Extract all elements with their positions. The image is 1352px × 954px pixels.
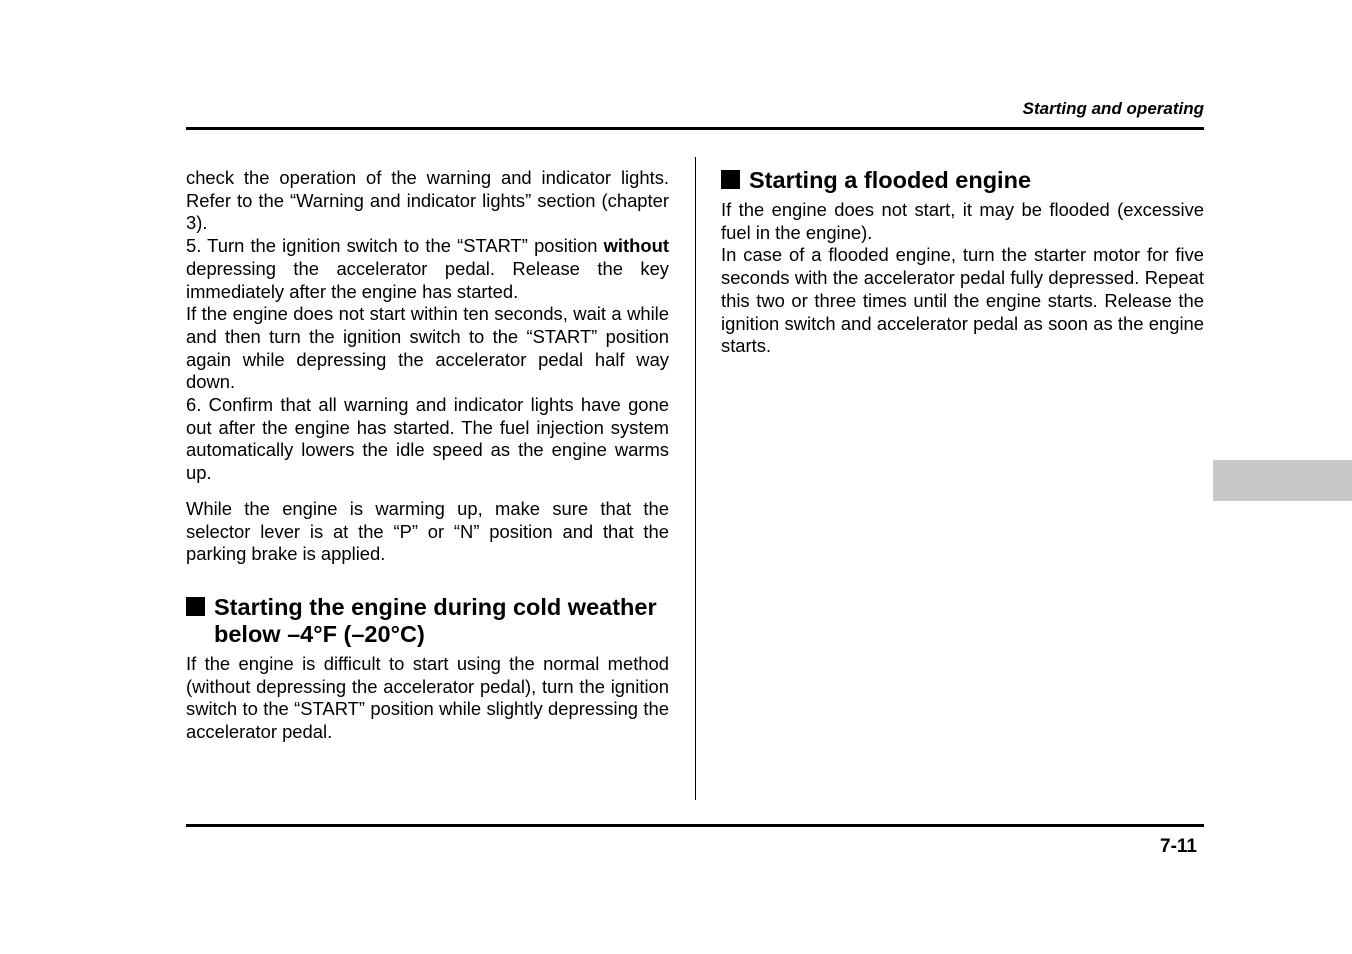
step-5-text-start: 5. Turn the ignition switch to the “START” position xyxy=(186,235,604,257)
cold-weather-heading xyxy=(186,594,669,648)
flooded-engine-heading-text: Starting a flooded engine xyxy=(749,167,1032,193)
paragraph-warning-lights: check the operation of the warning and indicator lights. Refer to the “Warning and indicator lights” section (chapter 3). xyxy=(186,167,669,234)
flooded-engine-heading xyxy=(721,167,1204,194)
paragraph-step-6: 6. Confirm that all warning and indicator lights have gone out after the engine has started. The fuel injection system automatically lowers the idle speed as the engine warms up. xyxy=(186,394,669,484)
chapter-thumb-tab xyxy=(1213,460,1352,501)
flooded-engine-intro: If the engine does not start, it may be flooded (excessive fuel in the engine). xyxy=(721,199,1204,243)
column-divider xyxy=(695,157,696,800)
section-square-icon xyxy=(721,170,740,189)
flooded-engine-procedure: In case of a flooded engine, turn the starter motor for five seconds with the accelerator pedal fully depressed. Repeat this two or three times until the engine starts. Release the ignition switch and accelerator pedal as soon as the engine starts. xyxy=(721,244,1204,357)
step-5-text-end: depressing the accelerator pedal. Release the key immediately after the engine has started. xyxy=(186,257,669,302)
left-column xyxy=(186,167,669,744)
paragraph-step-5 xyxy=(186,235,669,303)
footer-rule xyxy=(186,824,1204,827)
paragraph-retry-start: If the engine does not start within ten seconds, wait a while and then turn the ignition switch to the “START” position again while depressing the accelerator pedal half way down. xyxy=(186,303,669,393)
section-square-icon xyxy=(186,597,205,616)
header-rule xyxy=(186,127,1204,130)
cold-weather-heading-text: Starting the engine during cold weather below –4°F (–20°C) xyxy=(214,593,657,647)
step-5-emphasis: without xyxy=(603,235,669,257)
page-number: 7-11 xyxy=(1160,836,1197,857)
cold-weather-body: If the engine is difficult to start using the normal method (without depressing the accelerator pedal), turn the ignition switch to the “START” position while slightly depressing the accelerator pedal. xyxy=(186,652,669,743)
right-column xyxy=(721,167,1204,358)
running-header: Starting and operating xyxy=(1022,99,1204,118)
paragraph-warming-up: While the engine is warming up, make sure that the selector lever is at the “P” or “N” position and that the parking brake is applied. xyxy=(186,497,669,565)
